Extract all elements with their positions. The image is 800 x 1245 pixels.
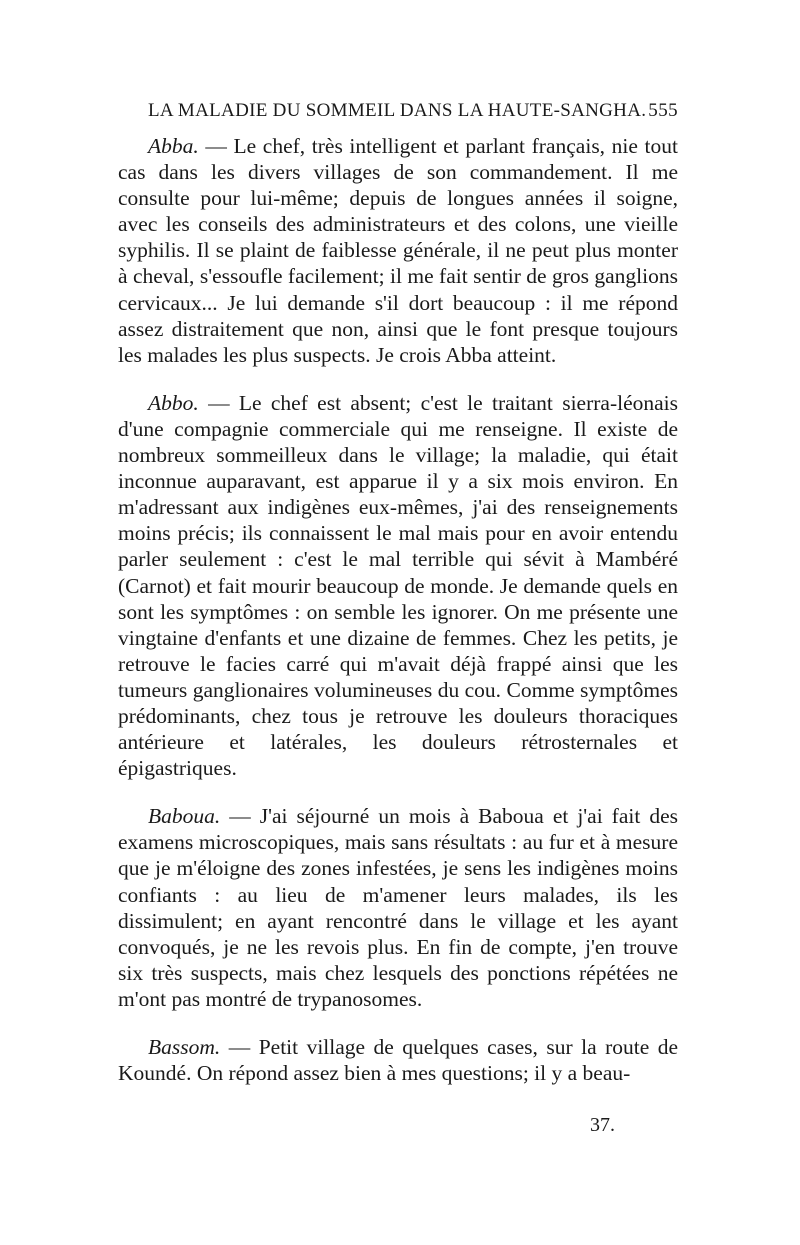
entry-bassom <box>118 1034 678 1086</box>
entry-dash: — <box>220 804 260 829</box>
entry-name: Bassom. <box>148 1035 221 1059</box>
entry-text: Le chef, très intelligent et parlant français, nie tout cas dans les divers villages de son commandement. Il me consulte pour lui-même; depuis de longues années il soigne, avec les conseils des administrateurs et des colons, une vieille syphilis. Il se plaint de faiblesse générale, il ne peut plus monter à cheval, s'essoufle facilement; il me fait sentir de gros ganglions cervicaux... Je lui demande s'il dort beaucoup : il me répond assez distraitement que non, ainsi que le font presque toujours les malades les plus suspects. Je crois Abba atteint. <box>118 134 678 367</box>
entry-text: J'ai séjourné un mois à Baboua et j'ai fait des examens microscopiques, mais sans résultats : au fur et à mesure que je m'éloigne des zones infestées, je sens les indigènes moins confiants : au lieu de m'amener leurs malades, ils les dissimulent; en ayant rencontré dans le village et les ayant convoqués, je ne les revois plus. En fin de compte, j'en trouve six très suspects, mais chez lesquels des ponctions répétées ne m'ont pas montré de trypanosomes. <box>118 804 678 1011</box>
signature-mark: 37. <box>590 1114 615 1136</box>
running-head <box>148 100 678 122</box>
body-text <box>118 133 678 1108</box>
entry-name: Abbo. <box>148 390 199 415</box>
entry-text: Le chef est absent; c'est le traitant sierra-léonais d'une compagnie commerciale qui me renseigne. Il existe de nombreux sommeilleux dans le village; la maladie, qui était inconnue auparavant, est apparue il y a six mois environ. En m'adressant aux indigènes eux-mêmes, j'ai des renseignements moins précis; ils connaissent le mal mais pour en avoir entendu parler seulement : c'est le mal terrible qui sévit à Mambéré (Carnot) et fait mourir beaucoup de monde. Je demande quels en sont les symptômes : on semble les ignorer. On me présente une vingtaine d'enfants et une dizaine de femmes. Chez les petits, je retrouve le facies carré qui m'avait déjà frappé ainsi que les tumeurs ganglionaires volumineuses du cou. Comme symptômes prédominants, chez tous je retrouve les douleurs thoraciques antérieure et latérales, les douleurs rétrosternales et épigastriques. <box>118 390 679 781</box>
entry-name: Baboua. <box>148 804 221 829</box>
entry-abbo <box>118 390 678 781</box>
running-title: LA MALADIE DU SOMMEIL DANS LA HAUTE-SANGHA. <box>148 100 647 121</box>
entry-text: Petit village de quelques cases, sur la route de Koundé. On répond assez bien à mes questions; il y a beau- <box>118 1035 678 1086</box>
entry-dash: — <box>198 390 239 415</box>
page-number: 555 <box>648 100 678 121</box>
entry-abba <box>118 133 678 368</box>
entry-dash: — <box>220 1035 259 1059</box>
entry-baboua <box>118 803 678 1012</box>
entry-name: Abba. <box>148 134 199 158</box>
entry-dash: — <box>198 134 234 158</box>
